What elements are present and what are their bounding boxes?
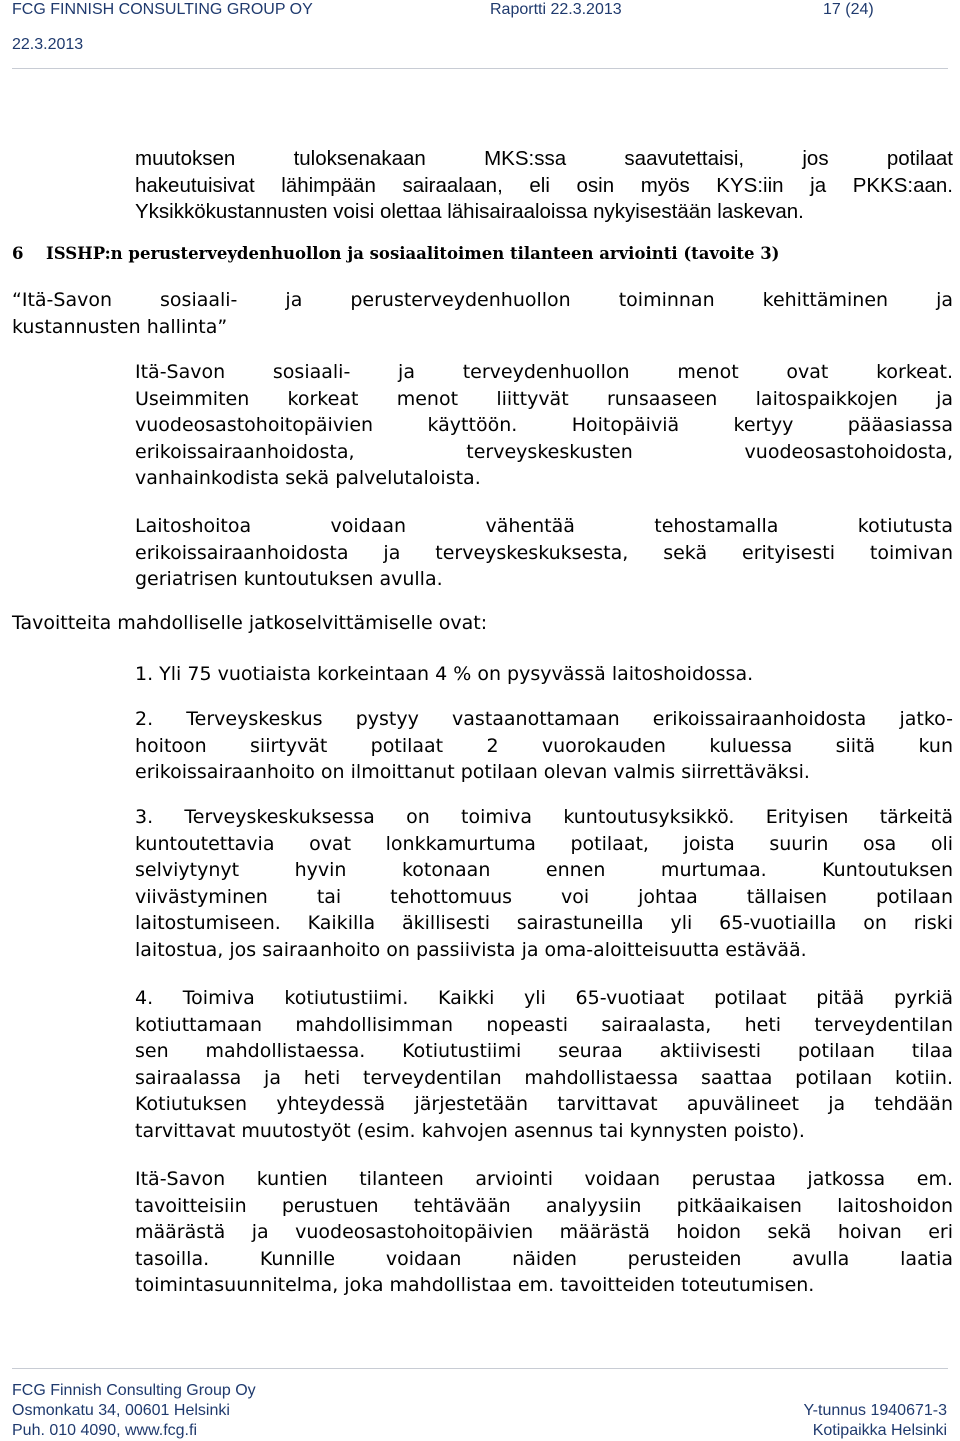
- header-divider: [12, 68, 948, 69]
- footer-domicile: Kotipaikka Helsinki: [812, 1422, 947, 1439]
- text-line: 4. Toimiva kotiutustiimi. Kaikki yli 65-vuotiaat potilaat pitää pyrkiä: [135, 987, 953, 1009]
- text-line: tavoitteisiin perustuen tehtävään analyysiin pitkäaikaisen laitoshoidon: [135, 1194, 953, 1217]
- section-subheading: [12, 287, 953, 340]
- text-line: Kotiutuksen yhteydessä järjestetään tarvittavat apuvälineet ja tehdään: [135, 1093, 953, 1116]
- goal-item-1: [135, 661, 953, 688]
- text-line: erikoissairaanhoidosta ja terveyskeskuksesta, sekä erityisesti toimivan: [135, 541, 953, 564]
- footer-contact: [12, 1381, 256, 1441]
- text-line: toimintasuunnitelma, joka mahdollistaa em. tavoitteiden toteutumisen.: [135, 1274, 815, 1297]
- text-line: 2. Terveyskeskus pystyy vastaanottamaan erikoissairaanhoidosta jatko-: [135, 708, 953, 730]
- text-line: tasoilla. Kunnille voidaan näiden perusteiden avulla laatia: [135, 1247, 953, 1270]
- text-line: laitostumiseen. Kaikilla äkillisesti sairastuneilla yli 65-vuotiailla on riski: [135, 912, 953, 935]
- section-title: ISSHP:n perusterveydenhuollon ja sosiaalitoimen tilanteen arviointi (tavoite 3): [46, 244, 780, 263]
- text-line: Useimmiten korkeat menot liittyvät runsaaseen laitospaikkojen ja: [135, 387, 953, 410]
- header-company: FCG FINNISH CONSULTING GROUP OY: [12, 1, 313, 18]
- text-line: laitostua, jos sairaanhoito on passiivista ja oma-aloitteisuutta estävää.: [135, 938, 807, 961]
- footer-registration: [803, 1401, 947, 1441]
- text-line: Laitoshoitoa voidaan vähentää tehostamalla kotiutusta: [135, 515, 953, 537]
- header-report-title: Raportti 22.3.2013: [490, 1, 622, 18]
- goal-item-2: [135, 706, 953, 786]
- text-line: sairaalassa ja heti terveydentilan mahdollistaessa saattaa potilaan kotiin.: [135, 1066, 953, 1089]
- text-line: 3. Terveyskeskuksessa on toimiva kuntoutusyksikkö. Erityisen tärkeitä: [135, 806, 953, 828]
- goal-item-3: [135, 804, 953, 964]
- footer-phone-web: Puh. 010 4090, www.fcg.fi: [12, 1422, 197, 1439]
- footer-company: FCG Finnish Consulting Group Oy: [12, 1382, 256, 1399]
- footer-business-id: Y-tunnus 1940671-3: [803, 1402, 947, 1419]
- text-line: erikoissairaanhoito on ilmoittanut potilaan olevan valmis siirrettäväksi.: [135, 761, 810, 784]
- text-line: viivästyminen tai tehottomuus voi johtaa tällaisen potilaan: [135, 885, 953, 908]
- text-line: kuntoutettavia ovat lonkkamurtuma potilaat, joista suurin osa oli: [135, 832, 953, 855]
- footer-divider: [12, 1368, 948, 1369]
- goal-item-4: [135, 985, 953, 1145]
- text-line: hakeutuisivat lähimpään sairaalaan, eli osin myös KYS:iin ja PKKS:aan.: [135, 173, 953, 197]
- assessment-paragraph: [135, 1166, 953, 1299]
- header-date: 22.3.2013: [12, 36, 84, 53]
- text-line: vanhainkodista sekä palvelutaloista.: [135, 467, 481, 490]
- text-line: 1. Yli 75 vuotiaista korkeintaan 4 % on pysyvässä laitoshoidossa.: [135, 663, 754, 685]
- text-line: vuodeosastohoitopäivien käyttöön. Hoitopäiviä kertyy pääasiassa: [135, 414, 953, 437]
- text-line: geriatrisen kuntoutuksen avulla.: [135, 568, 443, 591]
- text-line: Tavoitteita mahdolliselle jatkoselvittämiselle ovat:: [12, 612, 488, 634]
- text-line: “Itä-Savon sosiaali- ja perusterveydenhuollon toiminnan kehittäminen ja: [12, 289, 953, 311]
- footer-address: Osmonkatu 34, 00601 Helsinki: [12, 1402, 230, 1419]
- costs-paragraph: [135, 359, 953, 492]
- text-line: kustannusten hallinta”: [12, 315, 228, 338]
- text-line: Itä-Savon kuntien tilanteen arviointi voidaan perustaa jatkossa em.: [135, 1168, 953, 1190]
- section-number: 6: [12, 244, 24, 263]
- text-line: hoitoon siirtyvät potilaat 2 vuorokauden kuluessa siitä kun: [135, 734, 953, 757]
- text-line: sen mahdollistaessa. Kotiutustiimi seuraa aktiivisesti potilaan tilaa: [135, 1040, 953, 1063]
- text-line: kotiuttamaan mahdollisimman nopeasti sairaalasta, heti terveydentilan: [135, 1013, 953, 1036]
- goals-intro: [12, 610, 952, 637]
- text-line: selviytynyt hyvin kotonaan ennen murtumaa. Kuntoutuksen: [135, 859, 953, 882]
- intro-paragraph: [135, 146, 953, 226]
- text-line: Itä-Savon sosiaali- ja terveydenhuollon menot ovat korkeat.: [135, 361, 953, 383]
- text-line: määrästä ja vuodeosastohoitopäivien määrästä hoidon sekä hoivan eri: [135, 1221, 953, 1244]
- section-heading: [12, 244, 952, 263]
- text-line: tarvittavat muutostyöt (esim. kahvojen asennus tai kynnysten poisto).: [135, 1119, 805, 1142]
- text-line: Yksikkökustannusten voisi olettaa lähisairaaloissa nykyisestään laskevan.: [135, 200, 804, 224]
- reduction-paragraph: [135, 513, 953, 593]
- text-line: muutoksen tuloksenakaan MKS:ssa saavutettaisi, jos potilaat: [135, 147, 953, 170]
- text-line: erikoissairaanhoidosta, terveyskeskusten vuodeosastohoidosta,: [135, 440, 953, 463]
- header-page-number: 17 (24): [823, 1, 874, 18]
